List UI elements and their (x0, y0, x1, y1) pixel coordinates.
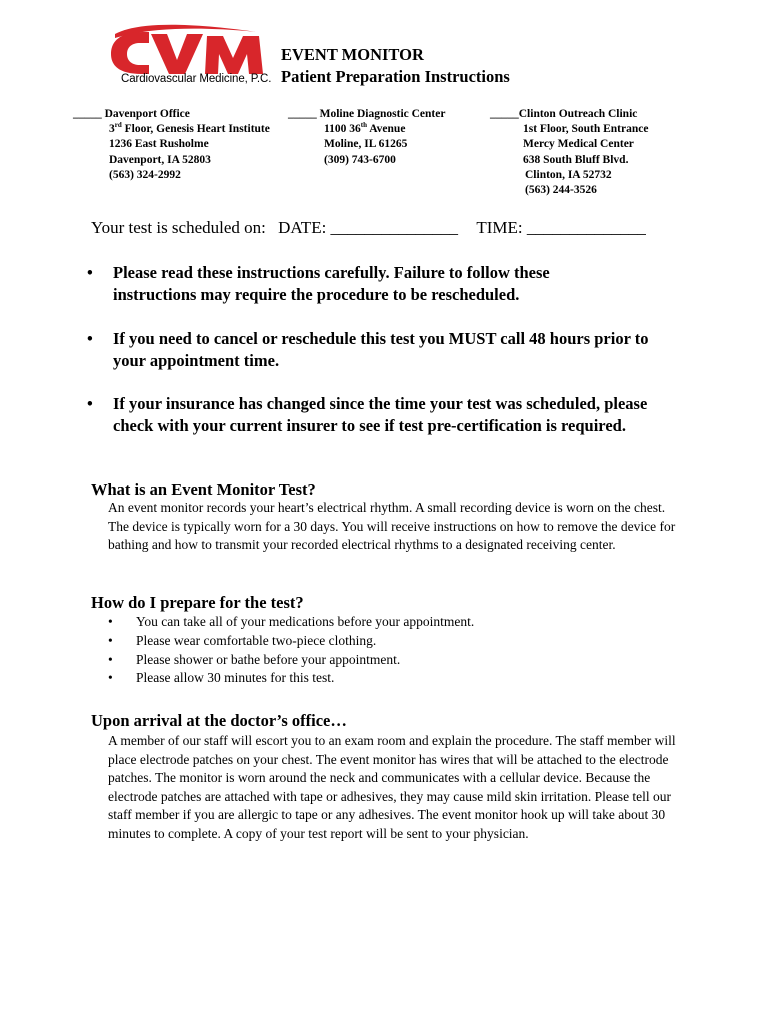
schedule-line (91, 218, 646, 238)
schedule-time-field[interactable]: TIME: ______________ (476, 218, 646, 237)
bullet-icon: • (108, 614, 113, 629)
instruction-text: If you need to cancel or reschedule this test you MUST call 48 hours prior to your appointment time. (113, 329, 649, 370)
list-item (108, 613, 668, 632)
list-item-text: You can take all of your medications before your appointment. (136, 614, 475, 629)
office-floor: 3rd Floor, Genesis Heart Institute (109, 121, 270, 136)
bullet-icon: • (108, 670, 113, 686)
office-name: _____ Davenport Office (73, 108, 190, 120)
office-moline (288, 107, 445, 168)
office-clinton (490, 107, 648, 198)
document-title (281, 44, 510, 88)
office-name: _____Clinton Outreach Clinic (490, 108, 638, 120)
office-city: Clinton, IA 52732 (525, 168, 612, 181)
instruction-text: If your insurance has changed since the time your test was scheduled, please check with your current insurer to see if test pre-certification is required. (113, 394, 648, 435)
instruction-bullet (87, 393, 658, 437)
office-street: 1100 36th Avenue (324, 121, 406, 136)
instruction-bullet (87, 328, 678, 372)
office-phone: (563) 244-3526 (525, 184, 597, 197)
section-heading-prepare: How do I prepare for the test? (91, 593, 304, 612)
office-city: Moline, IL 61265 (324, 138, 408, 151)
logo-subtitle: Cardiovascular Medicine, P.C. (121, 73, 272, 85)
bullet-icon: • (87, 329, 93, 348)
office-street: 1236 East Rusholme (109, 138, 209, 151)
instruction-bullet (87, 262, 613, 306)
title-main: EVENT MONITOR (281, 45, 424, 64)
office-davenport (73, 107, 270, 183)
schedule-label: Your test is scheduled on: (91, 218, 266, 237)
list-item-text: Please allow 30 minutes for this test. (136, 670, 335, 686)
list-item-text: Please wear comfortable two-piece clothing. (136, 632, 377, 648)
list-item (108, 651, 668, 670)
office-street: 638 South Bluff Blvd. (523, 153, 629, 166)
office-floor: 1st Floor, South Entrance (523, 123, 649, 136)
office-phone: (563) 324-2992 (109, 168, 181, 181)
office-city: Davenport, IA 52803 (109, 153, 211, 166)
office-phone: (309) 743-6700 (324, 153, 396, 166)
section-heading-what: What is an Event Monitor Test? (91, 480, 316, 499)
bullet-icon: • (87, 263, 93, 282)
title-sub: Patient Preparation Instructions (281, 67, 510, 86)
office-building: Mercy Medical Center (523, 138, 634, 151)
bullet-icon: • (108, 632, 113, 648)
bullet-icon: • (87, 394, 93, 413)
section-heading-arrival: Upon arrival at the doctor’s office… (91, 711, 347, 730)
list-item-text: Please shower or bathe before your appointment. (136, 651, 401, 667)
bullet-icon: • (108, 651, 113, 667)
cvm-logo (107, 24, 277, 94)
instruction-text: Please read these instructions carefully. Failure to follow these instructions may require the procedure to be rescheduled. (113, 263, 550, 304)
section-body-what: An event monitor records your heart’s electrical rhythm. A small recording device is worn on the chest. The device is typically worn for a 30 days. You will receive instructions on how to remove the device for bathing and how to transmit your recorded electrical rhythms to a designated receiving center. (108, 500, 676, 552)
list-item (108, 632, 668, 651)
cvm-logo-mark (107, 24, 267, 74)
list-item (108, 669, 668, 688)
section-body-arrival: A member of our staff will escort you to an exam room and explain the procedure. The staff member will place electrode patches on your chest. The event monitor has wires that will be attached to the electrode patches. The monitor is worn around the neck and communicates with a cellular device. Because the electrode patches are attached with tape or adhesives, they may cause mild skin irritation. Please tell our staff member if you are allergic to tape or any adhesives. The event monitor hook up will take about 30 minutes to complete. A copy of your test report will be sent to your physician. (108, 733, 676, 841)
schedule-date-field[interactable]: DATE: _______________ (278, 218, 459, 237)
prepare-list (108, 613, 668, 688)
office-name: _____ Moline Diagnostic Center (288, 108, 446, 120)
